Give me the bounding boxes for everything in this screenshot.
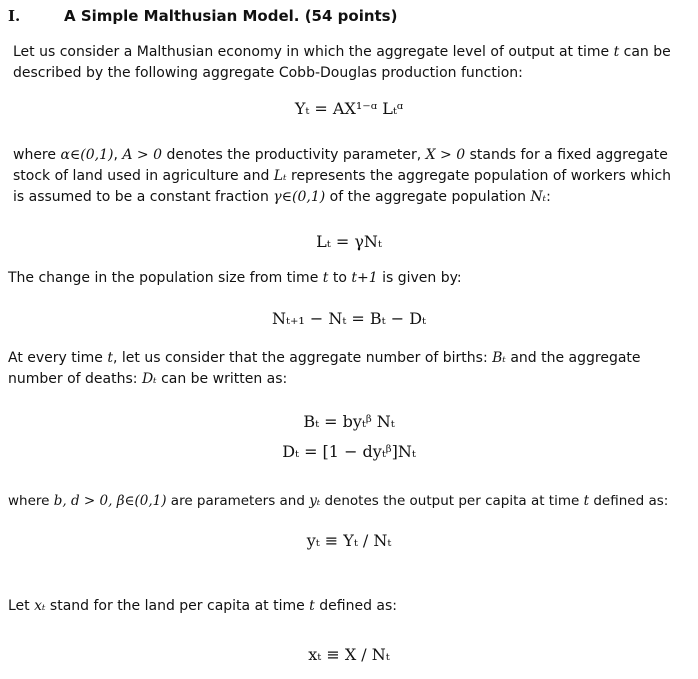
equation-text: Nₜ₊₁ − Nₜ = Bₜ − Dₜ xyxy=(272,309,426,328)
section-title: A Simple Malthusian Model. (54 points) xyxy=(64,7,398,25)
section-heading xyxy=(8,6,398,27)
equation-text: Dₜ = [1 − dyₜᵝ]Nₜ xyxy=(282,442,416,461)
equation-text: xₜ ≡ X / Nₜ xyxy=(308,645,390,664)
labor-equation xyxy=(0,231,698,252)
population-change-equation xyxy=(0,308,698,329)
equation-text: yₜ ≡ Yₜ / Nₜ xyxy=(306,531,392,550)
intro-paragraph: Let us consider a Malthusian economy in which the aggregate level of output at time t can be described by the following aggregate Cobb-Douglas production function: xyxy=(13,44,671,81)
parameters-paragraph: where α∈(0,1), A > 0 denotes the productivity parameter, X > 0 stands for a fixed aggregate stock of land used in agriculture and Lₜ represents the aggregate population of workers which is assumed to be a constant fraction γ∈(0,1) of the aggregate population Nₜ: xyxy=(13,147,672,205)
equation-text: Bₜ = byₜᵝ Nₜ xyxy=(303,412,395,431)
equation-text: Yₜ = AX¹⁻ᵅ Lₜᵅ xyxy=(294,99,404,118)
output-per-capita-paragraph: where b, d > 0, β∈(0,1) are parameters and yₜ denotes the output per capita at time t defined as: xyxy=(8,493,669,509)
equation-text: Lₜ = γNₜ xyxy=(316,232,382,251)
births-equation xyxy=(0,411,698,432)
deaths-equation xyxy=(0,441,698,462)
births-deaths-paragraph: At every time t, let us consider that the aggregate number of births: Bₜ and the aggregate number of deaths: Dₜ can be written as: xyxy=(8,350,641,387)
section-number: I. xyxy=(8,7,21,25)
output-per-capita-equation xyxy=(0,530,698,551)
population-change-paragraph: The change in the population size from time t to t+1 is given by: xyxy=(8,270,462,286)
land-per-capita-equation xyxy=(0,644,698,665)
production-function-equation xyxy=(0,98,698,119)
land-per-capita-paragraph: Let xₜ stand for the land per capita at time t defined as: xyxy=(8,598,397,614)
